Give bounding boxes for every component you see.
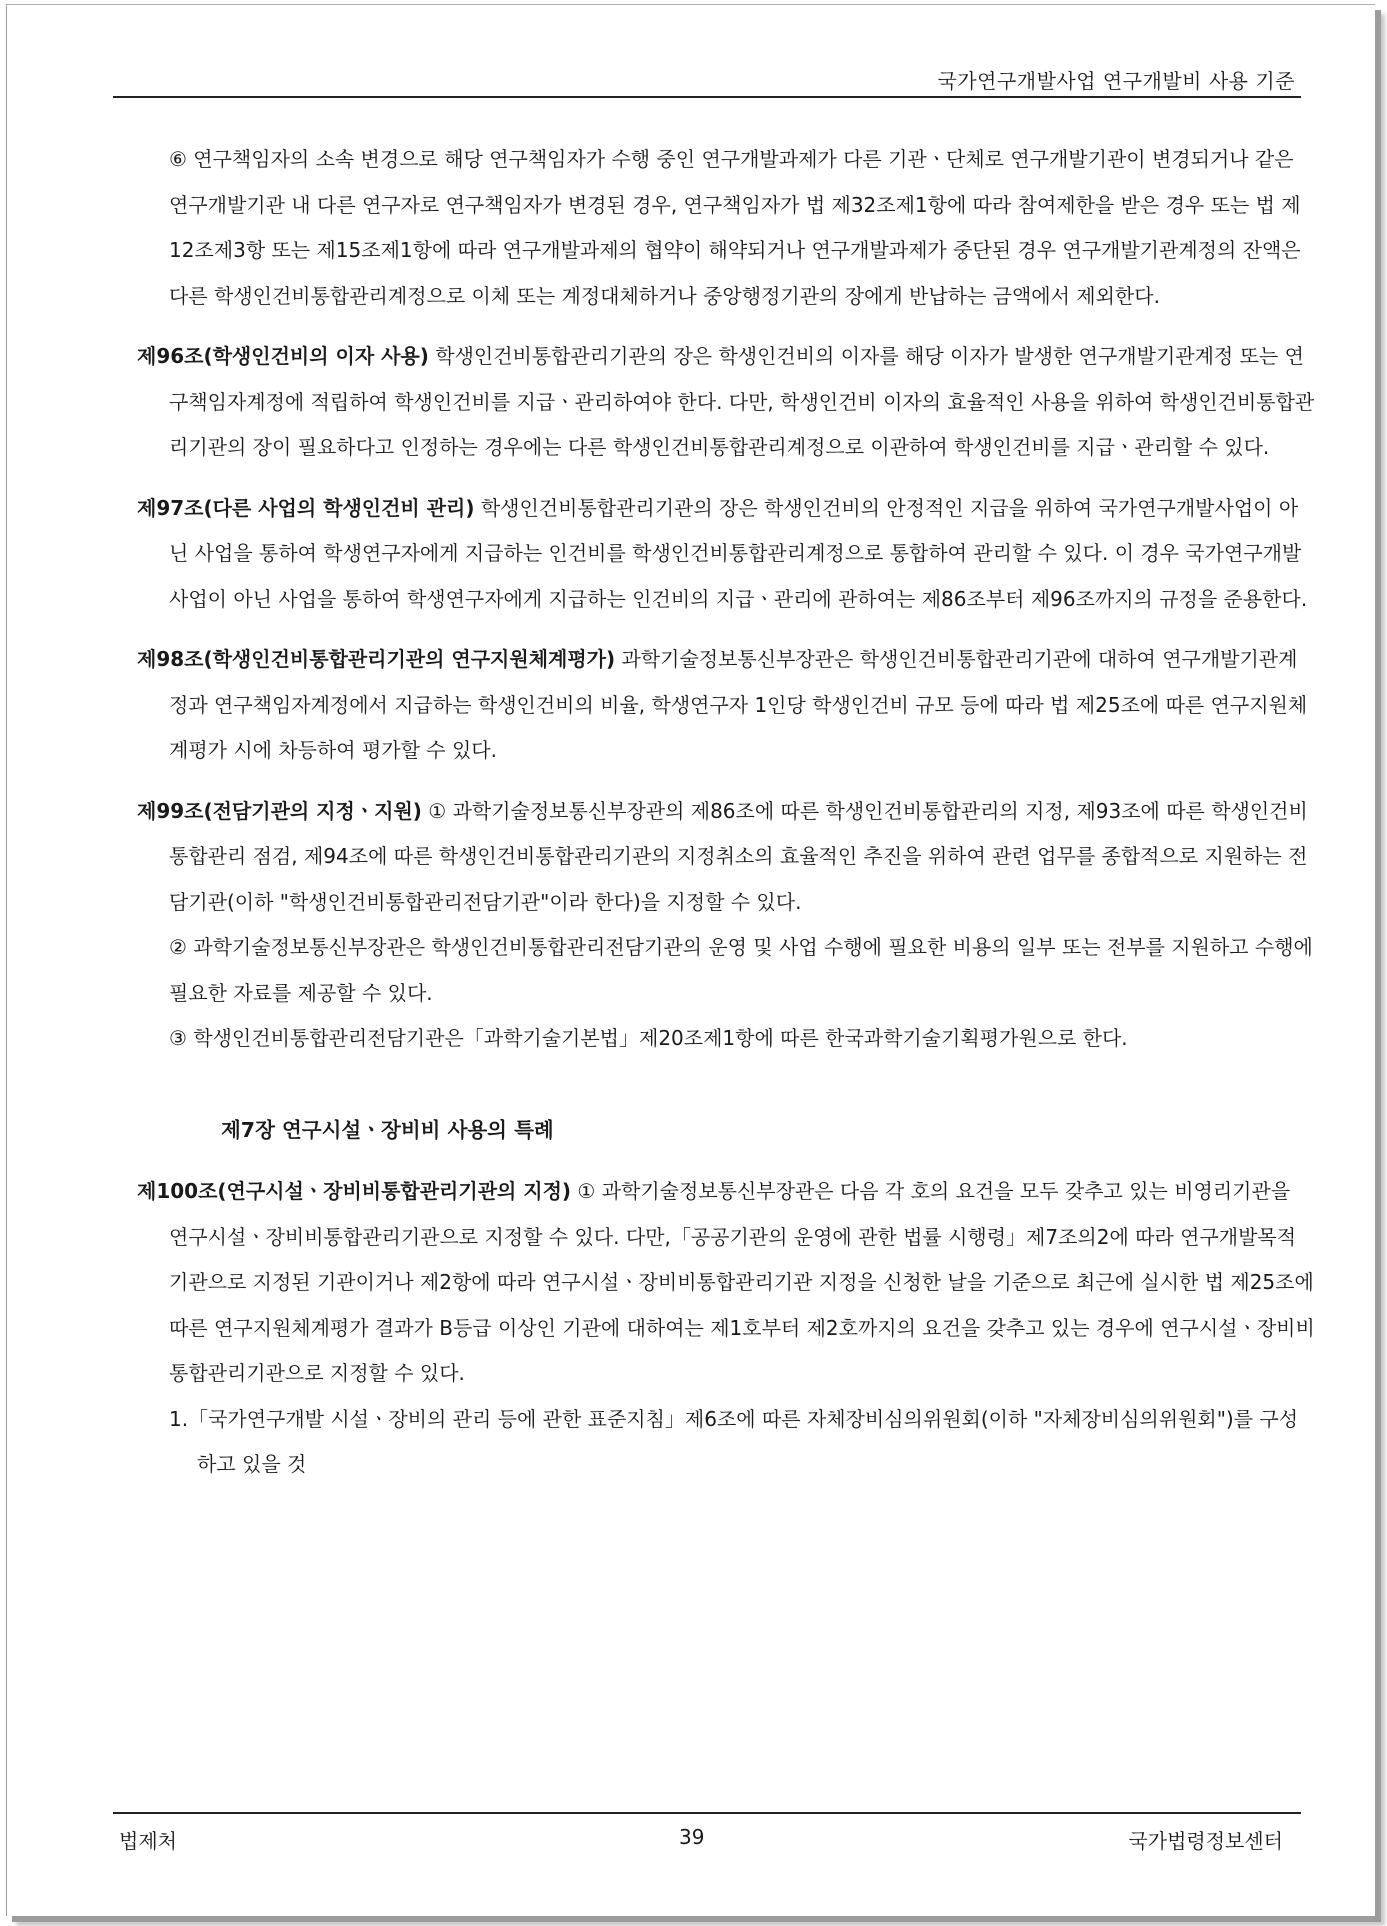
article-98-text: 과학기술정보통신부장관은 학생인건비통합관리기관에 대하여 연구개발기관계정과 연구책임자계정에서 지급하는 학생인건비의 비율, 학생연구자 1인당 학생인건비 규모 등에 따라 법 제25조에 따른 연구지원체계평가 시에 차등하여 평가할 수 있다. [169, 647, 1308, 762]
article-96 [137, 334, 1315, 471]
footer-rule [113, 1812, 1301, 1814]
article-100-title: 제100조(연구시설ㆍ장비비통합관리기관의 지정) [137, 1179, 572, 1203]
article-97 [137, 486, 1315, 623]
article-96-text: 학생인건비통합관리기관의 장은 학생인건비의 이자를 해당 이자가 발생한 연구개발기관계정 또는 연구책임자계정에 적립하여 학생인건비를 지급ㆍ관리하여야 한다. 다만, 학생인건비 이자의 효율적인 사용을 위하여 학생인건비통합관리기관의 장이 필요하다고 인정하는 경우에는 다른 학생인건비통합관리계정으로 이관하여 학생인건비를 지급ㆍ관리할 수 있다. [169, 344, 1315, 459]
article-98 [137, 637, 1315, 774]
header-rule [113, 96, 1301, 98]
paragraph-6: ⑥ 연구책임자의 소속 변경으로 해당 연구책임자가 수행 중인 연구개발과제가 다른 기관ㆍ단체로 연구개발기관이 변경되거나 같은 연구개발기관 내 다른 연구자로 연구책임자가 변경된 경우, 연구책임자가 법 제32조제1항에 따라 참여제한을 받은 경우 또는 법 제12조제3항 또는 제15조제1항에 따라 연구개발과제의 협약이 해약되거나 연구개발과제가 중단된 경우 연구개발기관계정의 잔액은 다른 학생인건비통합관리계정으로 이체 또는 계정대체하거나 중앙행정기관의 장에게 반납하는 금액에서 제외한다. [169, 147, 1301, 308]
article-99 [137, 789, 1315, 926]
article-99-title: 제99조(전담기관의 지정ㆍ지원) [137, 798, 422, 823]
article-100-item-1: 1.「국가연구개발 시설ㆍ장비의 관리 등에 관한 표준지침」제6조에 따른 자체장비심의위원회(이하 "자체장비심의위원회")를 구성하고 있을 것 [169, 1406, 1299, 1476]
page-content [137, 137, 1315, 1488]
article-100-text: ① 과학기술정보통신부장관은 다음 각 호의 요건을 모두 갖추고 있는 비영리기관을 연구시설ㆍ장비비통합관리기관으로 지정할 수 있다. 다만,「공공기관의 운영에 관한 법률 시행령」제7조의2에 따라 연구개발목적기관으로 지정된 기관이거나 제2항에 따라 연구시설ㆍ장비비통합관리기관 지정을 신청한 날을 기준으로 최근에 실시한 법 제25조에 따른 연구지원체계평가 결과가 B등급 이상인 기관에 대하여는 제1호부터 제2호까지의 요건을 갖추고 있는 경우에 연구시설ㆍ장비비통합관리기관으로 지정할 수 있다. [169, 1179, 1315, 1385]
article-97-title: 제97조(다른 사업의 학생인건비 관리) [137, 495, 475, 520]
footer-source: 국가법령정보센터 [1128, 1829, 1283, 1853]
article-97-text: 학생인건비통합관리기관의 장은 학생인건비의 안정적인 지급을 위하여 국가연구개발사업이 아닌 사업을 통하여 학생연구자에게 지급하는 인건비를 학생인건비통합관리계정으로 통합하여 관리할 수 있다. 이 경우 국가연구개발사업이 아닌 사업을 통하여 학생연구자에게 지급하는 인건비의 지급ㆍ관리에 관하여는 제86조부터 제96조까지의 규정을 준용한다. [169, 495, 1308, 611]
article-99-text: ① 과학기술정보통신부장관의 제86조에 따른 학생인건비통합관리의 지정, 제93조에 따른 학생인건비통합관리 점검, 제94조에 따른 학생인건비통합관리기관의 지정취소의 효율적인 추진을 위하여 관련 업무를 종합적으로 지원하는 전담기관(이하 "학생인건비통합관리전담기관"이라 한다)을 지정할 수 있다. [169, 798, 1308, 914]
chapter-7-heading: 제7장 연구시설ㆍ장비비 사용의 특례 [221, 1117, 554, 1142]
article-100 [137, 1169, 1315, 1397]
document-page [6, 4, 1375, 1916]
article-96-title: 제96조(학생인건비의 이자 사용) [137, 344, 429, 368]
article-98-title: 제98조(학생인건비통합관리기관의 연구지원체계평가) [137, 647, 616, 671]
article-99-paragraph-3: ③ 학생인건비통합관리전담기관은「과학기술기본법」제20조제1항에 따른 한국과학기술기획평가원으로 한다. [169, 1026, 1128, 1050]
page-header-title: 국가연구개발사업 연구개발비 사용 기준 [937, 69, 1295, 93]
page-number: 39 [679, 1825, 705, 1849]
footer-publisher: 법제처 [119, 1829, 177, 1853]
article-99-paragraph-2: ② 과학기술정보통신부장관은 학생인건비통합관리전담기관의 운영 및 사업 수행에 필요한 비용의 일부 또는 전부를 지원하고 수행에 필요한 자료를 제공할 수 있다. [169, 935, 1313, 1005]
